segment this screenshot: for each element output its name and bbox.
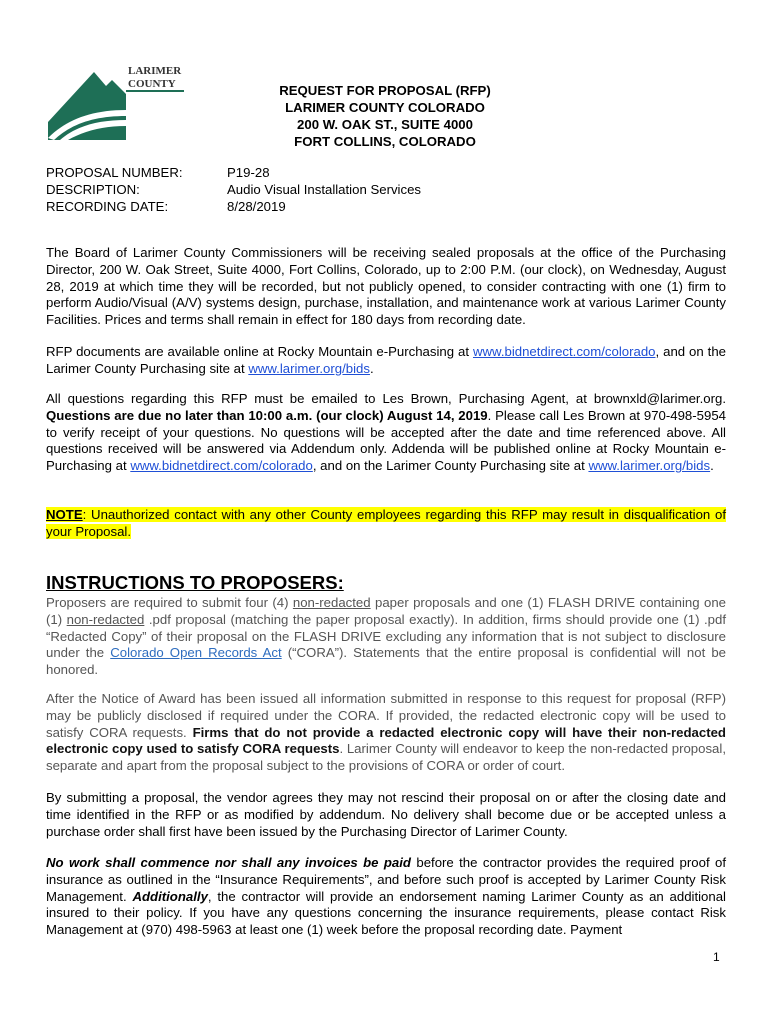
logo-text-larimer: LARIMER [128,65,182,77]
text-span: , and on the Larimer County Purchasing site at [312,458,589,474]
larimer-county-logo [46,60,184,140]
text-span: . Larimer County will endeavor to keep the non-redacted proposal, separate and apart from the proposal subject to the provisions of CORA or order of court. [46,741,726,774]
underlined-text: non-redacted [292,595,371,610]
text-span: paper proposals and one (1) FLASH DRIVE containing one (1) [46,595,726,627]
instructions-paragraph-3: By submitting a proposal, the vendor agrees they may not rescind their proposal on or after the closing date and time identified in the RFP or as modified by addendum. No delivery shall become due or be accepted unless a purchase order shall first have been issued by the Purchasing Director of Larimer County. [46,790,726,839]
text-span: . [710,458,714,474]
page-number: 1 [713,950,720,964]
logo-text-county: COUNTY [128,78,176,90]
note-text: : Unauthorized contact with any other County employees regarding this RFP may result in disqualification of your Proposal. [46,507,726,539]
note-paragraph [46,507,726,541]
note-label: NOTE [46,507,83,522]
larimer-bids-link-2[interactable]: www.larimer.org/bids [588,458,711,474]
note-highlight [46,507,726,539]
instructions-title: INSTRUCTIONS TO PROPOSERS: [46,572,344,593]
instructions-paragraph-1 [46,595,726,679]
proposal-number-value: P19-28 [227,165,270,180]
instructions-paragraph-4 [46,855,726,939]
header-line-4: FORT COLLINS, COLORADO [294,134,476,149]
header-line-1: REQUEST FOR PROPOSAL (RFP) [279,83,491,98]
text-span: After the Notice of Award has been issued all information submitted in response to this request for proposal (RFP) may be publicly disclosed if required under the CORA. If provided, the redacted electronic copy will be used to satisfy CORA requests. [46,691,726,740]
proposal-number-label: PROPOSAL NUMBER: [46,165,183,180]
header-line-3: 200 W. OAK ST., SUITE 4000 [297,117,473,132]
cora-link[interactable]: Colorado Open Records Act [110,645,282,661]
text-span: , and on the Larimer County Purchasing site at [46,344,726,376]
text-span: , the contractor will provide an endorsement naming Larimer County as an additional insured to their policy. If you have any questions concerning the insurance requirements, please contact Risk Management at (970) 498-5963 at least one (1) week before the proposal recording date. Payment [46,888,726,938]
text-span: RFP documents are available online at Rocky Mountain e-Purchasing at [46,344,473,359]
text-span: Proposers are required to submit four (4) [46,595,293,610]
bold-italic-text: No work shall commence nor shall any invoices be paid [46,855,411,870]
description-label: DESCRIPTION: [46,182,140,197]
bold-text: Firms that do not provide a redacted electronic copy will have their non-redacted electronic copy used to satisfy CORA requests [46,724,726,757]
text-span: . [369,360,374,376]
text-span: . Please call Les Brown at 970-498-5954 to verify receipt of your questions. No questions will be accepted after the date and time referenced above. All questions received will be answered via Addendum only. Addenda will be published online at Rocky Mountain e-Purchasing at [46,407,726,474]
description-value: Audio Visual Installation Services [227,182,422,197]
rfp-documents-paragraph [46,344,726,378]
text-span: before the contractor provides the required proof of insurance as outlined in the “Insurance Requirements”, and before such proof is accepted by Larimer County Risk Management. [46,855,726,904]
text-span: .pdf proposal (matching the paper proposal exactly). In addition, firms should provide one (1) .pdf “Redacted Copy” of their proposal on the FLASH DRIVE excluding any information that is not subject to disclosure under the [46,611,727,661]
questions-deadline: Questions are due no later than 10:00 a.m. (our clock) August 14, 2019 [46,407,488,423]
recording-date-label: RECORDING DATE: [46,199,169,214]
instructions-paragraph-2 [46,691,726,775]
bidnet-link-2[interactable]: www.bidnetdirect.com/colorado [130,458,313,474]
questions-paragraph [46,391,726,475]
header-line-2: LARIMER COUNTY COLORADO [285,100,485,115]
bold-italic-text: Additionally [132,888,208,904]
text-span: (“CORA”). Statements that the entire proposal is confidential will not be honored. [46,645,727,678]
text-span: All questions regarding this RFP must be emailed to Les Brown, Purchasing Agent, at brownxld@larimer.org. [46,391,726,406]
underlined-text: non-redacted [66,611,145,627]
recording-date-value: 8/28/2019 [227,199,286,214]
bidnet-link[interactable]: www.bidnetdirect.com/colorado [472,344,656,359]
intro-paragraph: The Board of Larimer County Commissioners will be receiving sealed proposals at the office of the Purchasing Director, 200 W. Oak Street, Suite 4000, Fort Collins, Colorado, up to 2:00 P.M. (our clock), on Wednesday, August 28, 2019 at which time they will be recorded, but not publicly opened, to consider contracting with one (1) firm to perform Audio/Visual (A/V) systems design, purchase, installation, and maintenance work at various Larimer County Facilities. Prices and terms shall remain in effect for 180 days from recording date. [46,245,726,328]
larimer-bids-link[interactable]: www.larimer.org/bids [248,360,370,376]
